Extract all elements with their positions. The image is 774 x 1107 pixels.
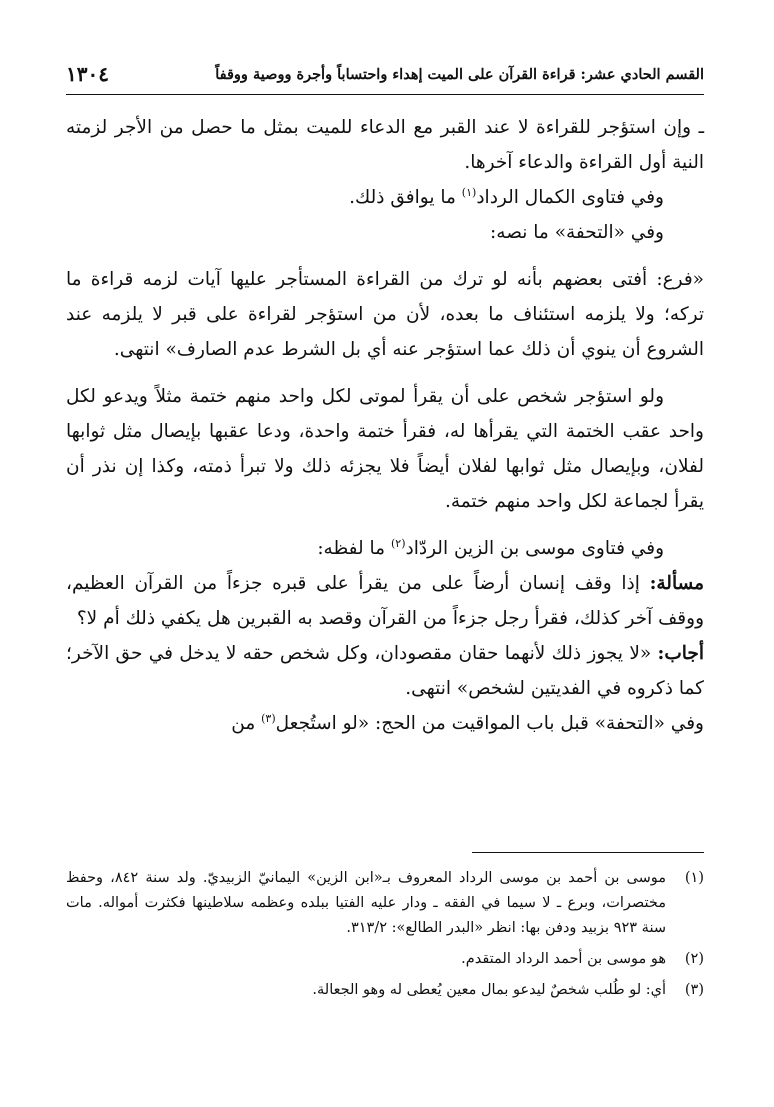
main-text [66, 110, 704, 741]
paragraph-9-tail: من [231, 713, 262, 734]
footnote-ref-3: (٣) [261, 711, 276, 725]
paragraph-3: وفي «التحفة» ما نصه: [490, 222, 664, 243]
footnote-text: موسى بن أحمد بن موسى الرداد المعروف بـ«ابن الزين» اليمانيّ الزبيديّ. ولد سنة ٨٤٢، وحفظ مختصرات، وبرع ـ لا سيما في الفقه ـ ودار عليه الفتيا ببلده وعظمه سلاطينها فكثرت أمواله. مات سنة ٩٢٣ بزبيد ودفن بها: انظر «البدر الطالع»: ٣١٣/٢. [66, 870, 666, 936]
paragraph-4-quote: «فرع: أفتى بعضهم بأنه لو ترك من القراءة المستأجر عليها آيات لزمه قراءة ما تركه؛ ولا يلزمه استئناف ما بعده، لأن من استؤجر لقراءة على قبر لا يلزمه عند الشروع أن ينوي أن ذلك عما استؤجر عنه أي بل الشرط عدم الصارف» انتهى. [66, 269, 704, 360]
running-title: القسم الحادي عشر: قراءة القرآن على الميت إهداء واحتساباً وأجرة ووصية ووقفاً [215, 65, 704, 83]
paragraph-6-text: وفي فتاوى موسى بن الزين الردّاد [405, 538, 664, 559]
page-number: ١٣٠٤ [66, 62, 109, 86]
header-rule [66, 94, 704, 95]
footnote-ref-2: (٢) [390, 536, 406, 550]
answer-text: «لا يجوز ذلك لأنهما حقان مقصودان، وكل شخص حقه لا يدخل في حق الآخر؛ كما ذكروه في الفديتين لشخص» انتهى. [66, 643, 704, 699]
paragraph-8-answer [66, 636, 704, 706]
footnote-2 [66, 947, 704, 972]
paragraph-9-text: وفي «التحفة» قبل باب المواقيت من الحج: «لو استُجعل [275, 713, 704, 734]
paragraph-5: ولو استؤجر شخص على أن يقرأ لموتى لكل واحد منهم ختمة مثلاً ويدعو لكل واحد عقب الختمة التي يقرأها له، فقرأ ختمة واحدة، ودعا عقبها بإيصال مثل ثوابها لفلان، وبإيصال مثل ثوابها لفلان أيضاً فلا يجزئه ذلك ولا تبرأ ذمته، وكذا إن نذر أن يقرأ لجماعة لكل واحد منهم ختمة. [66, 386, 704, 512]
paragraph-2-text: وفي فتاوى الكمال الرداد [476, 187, 664, 208]
footnotes [66, 866, 704, 1009]
footnote-text: هو موسى بن أحمد الرداد المتقدم. [461, 951, 666, 967]
paragraph-2 [66, 180, 704, 215]
question-term: مسألة: [649, 573, 704, 594]
paragraph-2-tail: ما يوافق ذلك. [349, 187, 462, 208]
paragraph-6 [66, 531, 704, 566]
answer-term: أجاب: [657, 643, 704, 664]
footnote-3 [66, 978, 704, 1003]
question-text: إذا وقف إنسان أرضاً على من يقرأ على قبره جزءاً من القرآن العظيم، ووقف آخر كذلك، فقرأ رجل جزءاً من القرآن وقصد به القبرين هل يكفي ذلك أم لا؟ [66, 573, 704, 629]
footnote-1 [66, 866, 704, 941]
footnote-number: (٢) [684, 951, 704, 967]
page-header [66, 58, 704, 90]
footnote-text: أي: لو طُلب شخصٌ ليدعو بمال معين يُعطى له وهو الجعالة. [312, 982, 666, 998]
paragraph-7-question [66, 566, 704, 636]
paragraph-6-tail: ما لفظه: [317, 538, 391, 559]
footnote-rule [472, 852, 704, 853]
paragraph-9 [66, 706, 704, 741]
footnote-number: (٣) [684, 982, 704, 998]
paragraph-1: ـ وإن استؤجر للقراءة لا عند القبر مع الدعاء للميت بمثل ما حصل من الأجر لزمته النية أول القراءة والدعاء آخرها. [66, 117, 704, 173]
footnote-number: (١) [684, 870, 704, 886]
footnote-ref-1: (١) [461, 185, 477, 199]
